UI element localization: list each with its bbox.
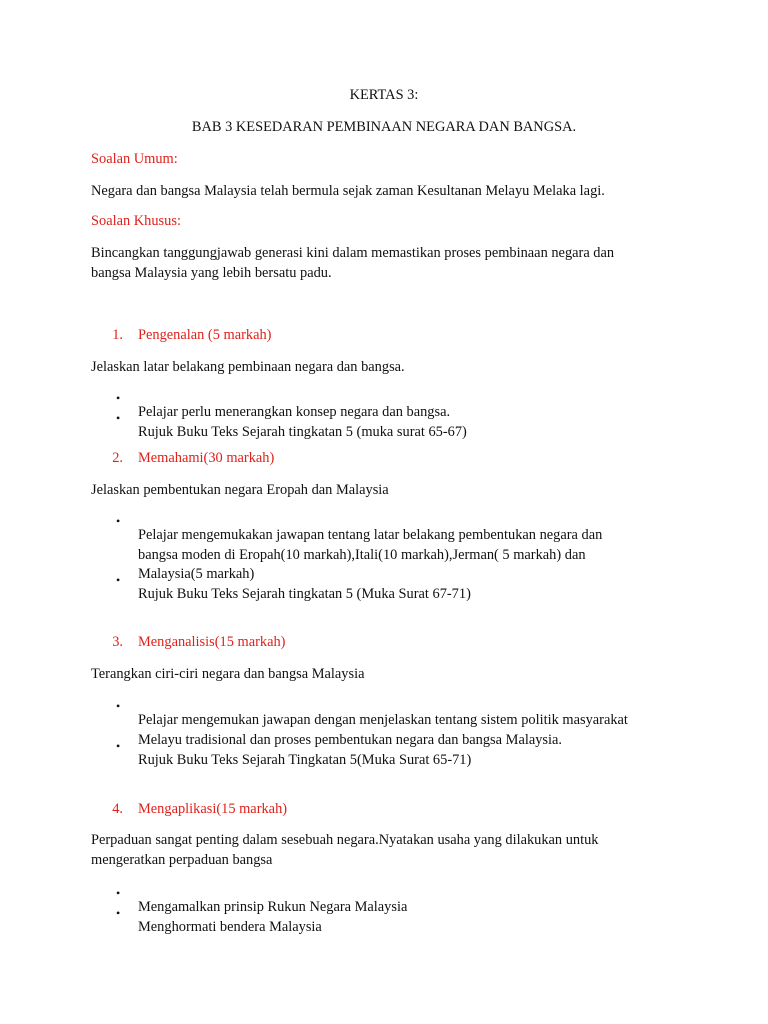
bullet-icon: •: [116, 391, 121, 405]
bullet-icon: •: [116, 411, 121, 425]
section-4-bullet-2: Menghormati bendera Malaysia: [138, 919, 322, 936]
document-subtitle: BAB 3 KESEDARAN PEMBINAAN NEGARA DAN BANGSA.: [191, 119, 577, 135]
section-3-bullet-1-line-1: Pelajar mengemukan jawapan dengan menjelaskan tentang sistem politik masyarakat: [138, 712, 628, 729]
general-question-label: Soalan Umum:: [91, 151, 178, 167]
section-3-heading: Menganalisis(15 markah): [138, 634, 286, 650]
section-1-bullet-2: Rujuk Buku Teks Sejarah tingkatan 5 (muka surat 65-67): [138, 424, 467, 441]
bullet-icon: •: [116, 739, 121, 753]
section-2-bullet-1-line-2: bangsa moden di Eropah(10 markah),Itali(10 markah),Jerman( 5 markah) dan: [138, 547, 586, 564]
section-1-bullet-1: Pelajar perlu menerangkan konsep negara dan bangsa.: [138, 404, 451, 421]
section-3-number: 3.: [112, 634, 123, 650]
section-3-bullet-1-line-2: Melayu tradisional dan proses pembentukan negara dan bangsa Malaysia.: [138, 732, 562, 749]
section-4-heading: Mengaplikasi(15 markah): [138, 801, 288, 817]
section-1-intro: Jelaskan latar belakang pembinaan negara dan bangsa.: [91, 359, 405, 375]
section-1-heading: Pengenalan (5 markah): [138, 327, 272, 343]
bullet-icon: •: [116, 699, 121, 713]
section-2-bullet-1-line-3: Malaysia(5 markah): [138, 566, 255, 583]
bullet-icon: •: [116, 573, 121, 587]
section-2-number: 2.: [112, 450, 123, 466]
specific-question-text-line1: Bincangkan tanggungjawab generasi kini dalam memastikan proses pembinaan negara dan: [91, 245, 615, 261]
section-3-intro: Terangkan ciri-ciri negara dan bangsa Malaysia: [91, 666, 365, 682]
bullet-icon: •: [116, 886, 121, 900]
section-4-intro-line-2: mengeratkan perpaduan bangsa: [91, 852, 273, 868]
section-2-heading: Memahami(30 markah): [138, 450, 275, 466]
general-question-text: Negara dan bangsa Malaysia telah bermula sejak zaman Kesultanan Melayu Melaka lagi.: [91, 183, 605, 199]
section-2-bullet-2: Rujuk Buku Teks Sejarah tingkatan 5 (Muka Surat 67-71): [138, 586, 471, 603]
section-3-bullet-2: Rujuk Buku Teks Sejarah Tingkatan 5(Muka Surat 65-71): [138, 752, 472, 769]
bullet-icon: •: [116, 906, 121, 920]
document-title: KERTAS 3:: [349, 87, 419, 103]
section-4-number: 4.: [112, 801, 123, 817]
section-1-number: 1.: [112, 327, 123, 343]
specific-question-label: Soalan Khusus:: [91, 213, 181, 229]
bullet-icon: •: [116, 514, 121, 528]
specific-question-text-line2: bangsa Malaysia yang lebih bersatu padu.: [91, 265, 332, 281]
section-4-intro-line-1: Perpaduan sangat penting dalam sesebuah negara.Nyatakan usaha yang dilakukan untuk: [91, 832, 599, 848]
section-2-intro: Jelaskan pembentukan negara Eropah dan Malaysia: [91, 482, 389, 498]
section-2-bullet-1-line-1: Pelajar mengemukakan jawapan tentang latar belakang pembentukan negara dan: [138, 527, 603, 544]
section-4-bullet-1: Mengamalkan prinsip Rukun Negara Malaysia: [138, 899, 408, 916]
